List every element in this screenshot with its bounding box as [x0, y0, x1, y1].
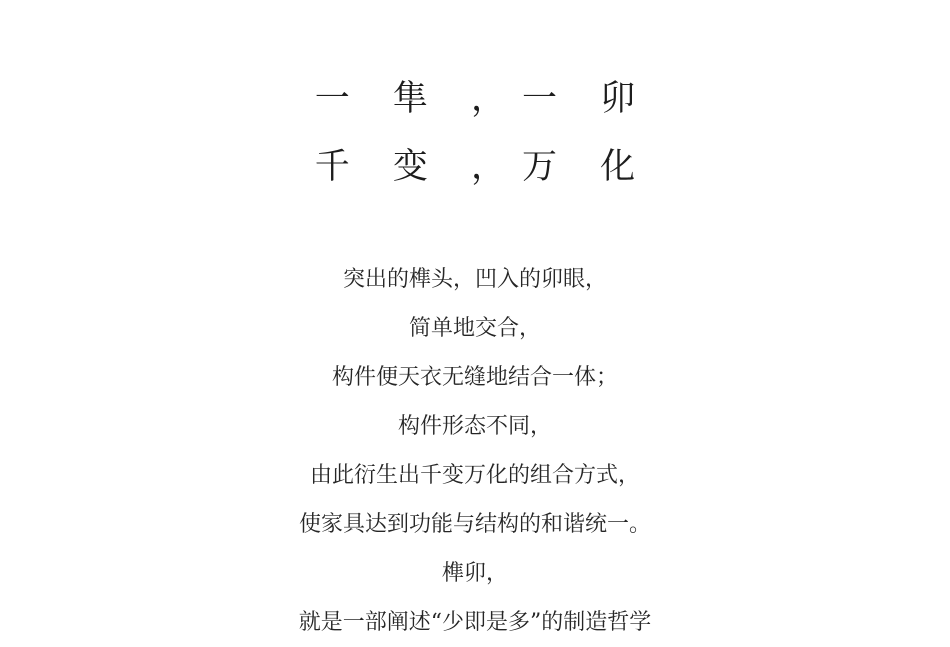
text-line: 由此衍生出千变万化的组合方式， — [309, 463, 640, 488]
poem-paragraph — [0, 255, 950, 647]
title-line-1: 一 隼 ，一 卯 — [314, 79, 652, 120]
text-line: 榫卯， — [441, 561, 508, 586]
text-line: 使家具达到功能与结构的和谐统一。 — [298, 512, 651, 537]
text-line: 构件便天衣无缝地结合一体； — [331, 365, 618, 390]
text-line: 构件形态不同， — [397, 414, 552, 439]
text-line: 简单地交合， — [408, 316, 541, 341]
title-line-2: 千 变 ，万 化 — [314, 147, 652, 188]
text-line: 突出的榫头，凹入的卯眼， — [342, 267, 607, 292]
text-line: 就是一部阐述“少即是多”的制造哲学 — [298, 610, 652, 635]
